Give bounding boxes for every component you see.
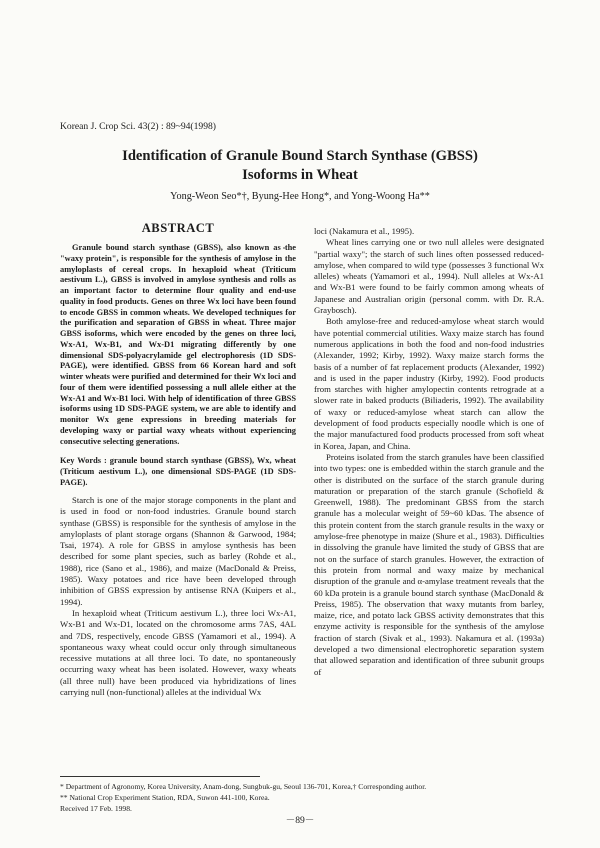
footnotes xyxy=(60,781,550,814)
abstract-body xyxy=(60,243,296,447)
paragraph: Proteins isolated from the starch granules have been classified into two types: one is embedded within the starch granule and the other is distributed on the surface of the starch granule during maturation or preparation of the starch granule (Schofield & Greenwell, 1988). The predominant GBSS from the starch granule has a molecular weight of 59~60 kDas. The absence of this protein content from the starch granule results in the waxy or amylose-free phenotype in maize (Shure et al., 1983). Difficulties in dissolving the granule have limited the study of GBSS that are not on the surface of starch granules. However, the extraction of this protein from normal and waxy maize by mechanical disruption of the granule and α-amylase treatment reveals that the 60 kDa protein is a granule bound starch synthase (MacDonald & Preiss, 1985). The observation that waxy mutants from barley, maize, rice, and potato lack GBSS activity demonstrates that this enzyme activity is responsible for the synthesis of the amylose fraction of starch (Sivak et al., 1993). Nakamura et al. (1993a) developed a two dimensional electrophoretic separation system that allowed separation and identification of three subunit groups of xyxy=(314,451,544,677)
keywords-text: Key Words : granule bound starch synthase (GBSS), Wx, wheat (Triticum aestivum L.), one dimensional SDS-PAGE (1D SDS-PAGE). xyxy=(60,456,296,487)
footnote-affiliation-1: * Department of Agronomy, Korea University, Anam-dong, Sungbuk-gu, Seoul 136-701, Korea,† Corresponding author. xyxy=(60,782,427,791)
keywords xyxy=(60,456,296,488)
page-number: －89－ xyxy=(285,815,315,826)
paragraph: loci (Nakamura et al., 1995). xyxy=(314,226,415,236)
paragraph: Both amylose-free and reduced-amylose wheat starch would have potential commercial utilities. Waxy maize starch has found numerous applications in both the food and non-food industries (Alexander, 1992; Kirby, 1992). Waxy maize starch forms the basis of a number of fat replacement products (Alexander, 1992) and is used in the paper industry (Kirby, 1992). Food products from starches with higher amylopectin contents retrograde at a slower rate in baked products (Biliaderis, 1992). The availability of waxy or reduced-amylose wheat starch can allow the development of food products especially noodle which is one of the major manufactured food products processed from soft wheat in Korea, Japan, and China. xyxy=(314,316,544,451)
footnote-affiliation-2: ** National Crop Experiment Station, RDA, Suwon 441-100, Korea. xyxy=(60,793,270,802)
journal-citation: Korean J. Crop Sci. 43(2) : 89~94(1998) xyxy=(60,121,217,132)
abstract-heading: ABSTRACT xyxy=(141,221,215,235)
paragraph: In hexaploid wheat (Triticum aestivum L.), three loci Wx-A1, Wx-B1 and Wx-D1, located on the chromosome arms 7AS, 4AL and 7DS, respectively, encode GBSS (Yamamori et al., 1994). A spontaneous waxy wheat could occur only through simultaneous recessive mutations at all three loci. To date, no spontaneously occurring waxy wheat has been isolated. However, waxy wheats (all three null) have been produced via hybridizations of lines carrying null (non-functional) alleles at the individual Wx xyxy=(60,607,296,698)
paragraph: Wheat lines carrying one or two null alleles were designated "partial waxy"; the starch of such lines often possessed reduced-amylose, when compared to wild type (possesses 3 functional Wx alleles) wheats (Yamamori et al., 1994). Null alleles at Wx-A1 and Wx-B1 were found to be fairly common among wheats of Japanese and Australian origin (personal comm. with Dr. R.A. Graybosch). xyxy=(314,237,544,316)
abstract-text: Granule bound starch synthase (GBSS), also known as the "waxy protein", is responsible for the synthesis of amylose in the amyloplasts of cereal crops. In hexaploid wheat (Triticum aestivum L.), GBSS is involved in amylose synthesis and rolls as an important factor to determine flour quality and end-use quality in food products. Genes on three Wx loci have been found to encode GBSS in common wheats. We developed techniques for the purification and separation of GBSS in wheat. Three major GBSS isoforms, which were encoded by the genes on three loci, Wx-A1, Wx-B1, and Wx-D1 migrating differently by one dimensional SDS-polyacrylamide gel electrophoresis (1D SDS-PAGE), were identified. GBSS from 66 Korean hard and soft winter wheats were purified and determined for their Wx loci and four of them were identified possessing a null allele either at the Wx-A1 and Wx-B1 loci. With help of identification of three GBSS isoforms using 1D SDS-PAGE system, we are able to identify and monitor Wx gene expressions in breeding materials for developing waxy or partial waxy wheats without experiencing consecutive selecting generations. xyxy=(60,243,296,446)
title-line-1: Identification of Granule Bound Starch Synthase (GBSS) xyxy=(122,148,478,164)
author-list: Yong-Weon Seo*†, Byung-Hee Hong*, and Yong-Woong Ha** xyxy=(170,191,430,202)
body-column-left xyxy=(60,495,296,698)
title-line-2: Isoforms in Wheat xyxy=(242,167,358,183)
footnote-received-date: Received 17 Feb. 1998. xyxy=(60,804,132,813)
paper-title xyxy=(60,147,540,185)
body-column-right xyxy=(314,226,544,678)
paragraph: Starch is one of the major storage components in the plant and is used in food or non-food industries. Granule bound starch synthase (GBSS) is responsible for the synthesis of amylose in the amyloplasts of plant storage organs (Shannon & Garwood, 1984; Tsai, 1974). A role for GBSS in amylose synthesis has been described for some plant species, such as barley (Rohde et al., 1988), rice (Sano et al., 1986), and maize (MacDonald & Preiss, 1985). Waxy potatoes and rice have been developed through inhibition of GBSS expression by antisense RNA (Kuipers et al., 1994). xyxy=(60,495,296,607)
footnote-divider xyxy=(60,776,260,777)
